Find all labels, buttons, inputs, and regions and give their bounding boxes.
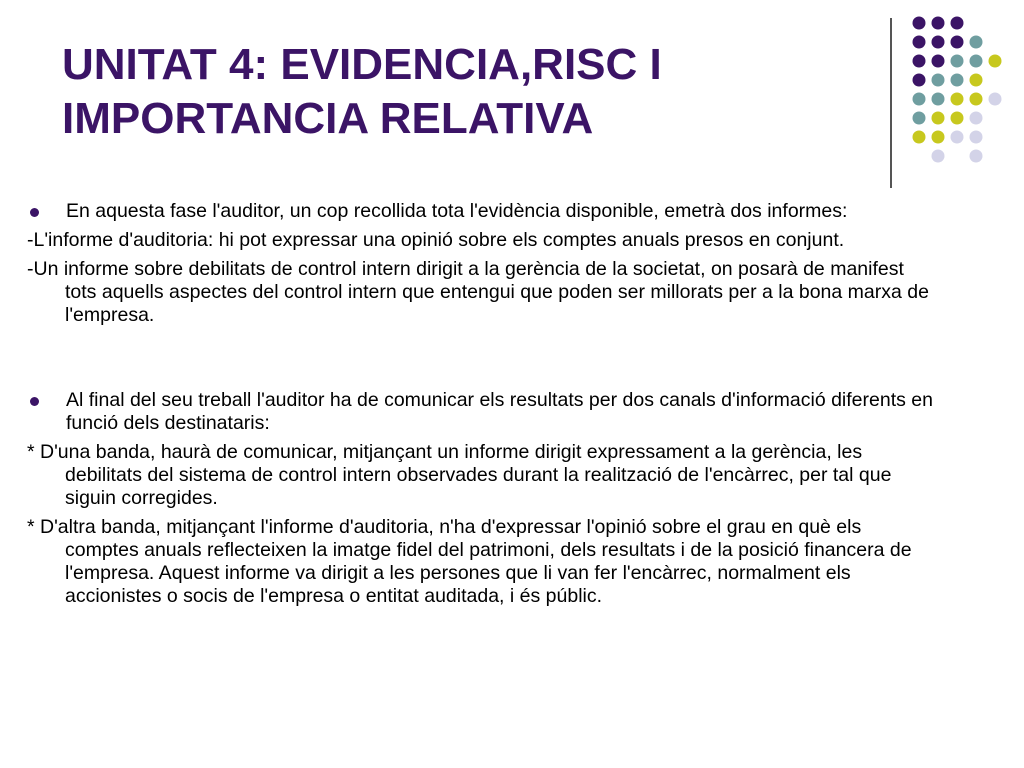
dot bbox=[970, 112, 983, 125]
dot bbox=[951, 93, 964, 106]
dot bbox=[951, 112, 964, 125]
dot bbox=[951, 55, 964, 68]
dot bbox=[913, 17, 926, 30]
dot bbox=[970, 93, 983, 106]
dot bbox=[989, 93, 1002, 106]
dot bbox=[932, 55, 945, 68]
dot bbox=[970, 131, 983, 144]
dot bbox=[932, 93, 945, 106]
dot bbox=[951, 17, 964, 30]
dot bbox=[970, 74, 983, 87]
title-divider-line bbox=[890, 18, 892, 188]
dot bbox=[951, 36, 964, 49]
bullet-text: Al final del seu treball l'auditor ha de comunicar els resultats per dos canals d'informació diferents en funció dels destinataris: bbox=[66, 389, 933, 434]
dot bbox=[951, 74, 964, 87]
dot bbox=[913, 36, 926, 49]
slide-title-line-1: UNITAT 4: EVIDENCIA,RISC I bbox=[62, 40, 662, 89]
dot bbox=[951, 131, 964, 144]
slide-title-line-2: IMPORTANCIA RELATIVA bbox=[62, 94, 594, 143]
bullet-text: En aquesta fase l'auditor, un cop recollida tota l'evidència disponible, emetrà dos informes: bbox=[66, 200, 848, 222]
sub-item-text: * D'altra banda, mitjançant l'informe d'auditoria, n'ha d'expressar l'opinió sobre el grau en què els comptes anuals reflecteixen la imatge fidel del patrimoni, dels resultats i de la posició financera de l'empresa. Aquest informe va dirigit a les persones que li van fer l'encàrrec, normalment els accionistes o socis de l'empresa o entitat auditada, i és públic. bbox=[27, 516, 912, 607]
dot bbox=[932, 17, 945, 30]
dot bbox=[932, 74, 945, 87]
dot bbox=[913, 131, 926, 144]
sub-item-text: -L'informe d'auditoria: hi pot expressar una opinió sobre els comptes anuals presos en conjunt. bbox=[27, 229, 845, 251]
dot bbox=[913, 74, 926, 87]
bullet-paragraph bbox=[27, 389, 937, 435]
slide-title bbox=[62, 38, 862, 146]
slide-body bbox=[27, 200, 937, 608]
dot bbox=[970, 55, 983, 68]
dot bbox=[913, 112, 926, 125]
dot bbox=[989, 55, 1002, 68]
bullet-dot-icon bbox=[30, 208, 39, 217]
bullet-paragraph bbox=[27, 200, 937, 223]
dot bbox=[913, 55, 926, 68]
sub-item-text: * D'una banda, haurà de comunicar, mitjançant un informe dirigit expressament a la gerència, les debilitats del sistema de control intern observades durant la realització de l'encàrrec, per tal que siguin corregides. bbox=[27, 441, 892, 509]
bullet-dot-icon bbox=[30, 397, 39, 406]
dot bbox=[932, 150, 945, 163]
dot bbox=[970, 36, 983, 49]
dot bbox=[932, 112, 945, 125]
sub-item-text: -Un informe sobre debilitats de control intern dirigit a la gerència de la societat, on posarà de manifest tots aquells aspectes del control intern que entengui que poden ser millorats per a la bona marxa de l'empresa. bbox=[27, 258, 929, 326]
dot bbox=[913, 93, 926, 106]
dot bbox=[932, 131, 945, 144]
dot bbox=[970, 150, 983, 163]
dot bbox=[932, 36, 945, 49]
